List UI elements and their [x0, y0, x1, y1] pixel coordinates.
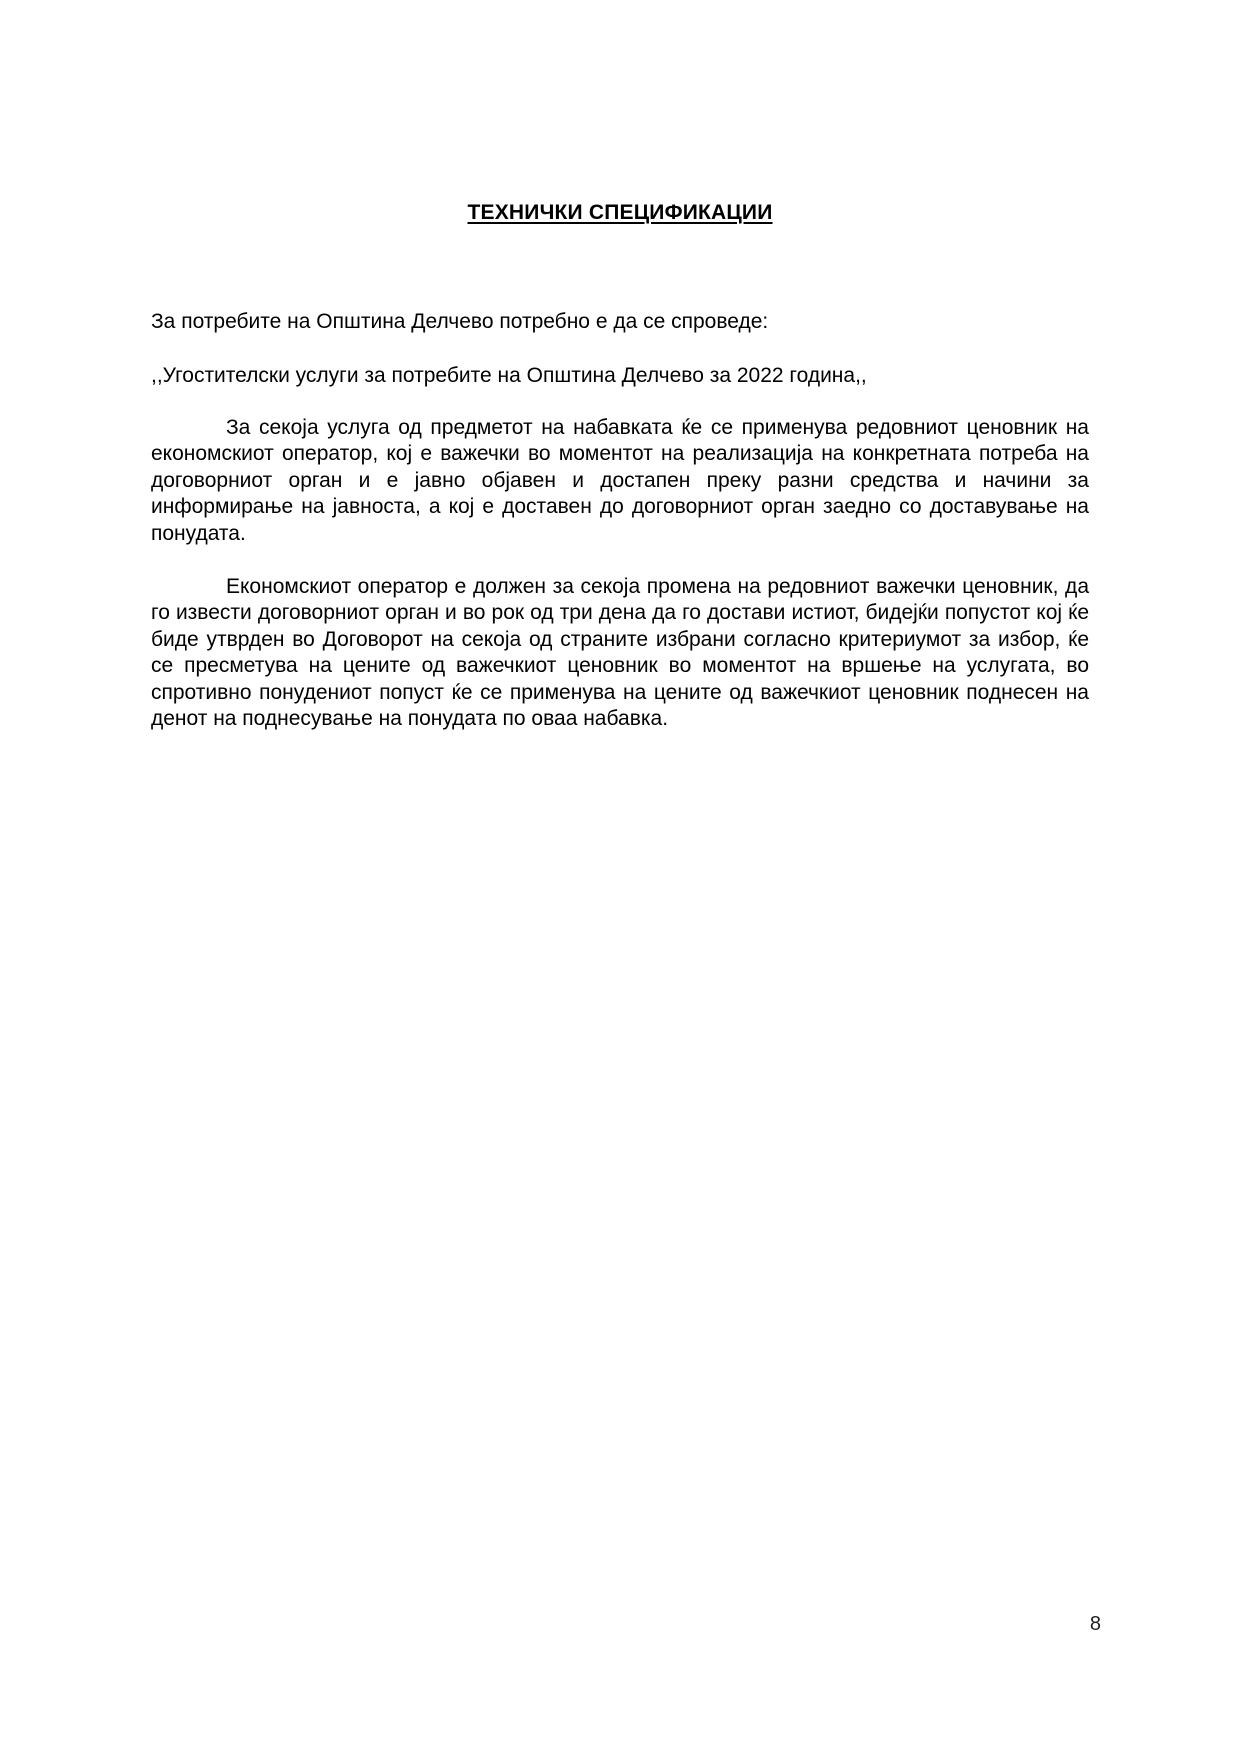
- body-paragraph-operator-obligation: Економскиот оператор е должен за секоја промена на редовниот важечки ценовник, да го извести договорниот орган и во рок од три дена да го достави истиот, бидејќи попустот кој ќе биде утврден во Договорот на секоја од страните избрани согласно критериумот за избор, ќе се пресметува на цените од важечкиот ценовник во моментот на вршење на услугата, во спротивно понудениот попуст ќе се применува на цените од важечкиот ценовник поднесен на денот на поднесување на понудата по оваа набавка.: [151, 575, 1089, 731]
- document-title: ТЕХНИЧКИ СПЕЦИФИКАЦИИ: [467, 201, 773, 224]
- service-title-quote: ,,Угостителски услуги за потребите на Општина Делчево за 2022 година,,: [151, 364, 867, 387]
- intro-paragraph: За потребите на Општина Делчево потребно е да се спроведе:: [151, 310, 769, 333]
- page-number: 8: [1089, 1613, 1101, 1635]
- body-paragraph-pricing: За секоја услуга од предметот на набавката ќе се применува редовниот ценовник на економскиот оператор, кој е важечки во моментот на реализација на конкретната потреба на договорниот орган и е јавно објавен и достапен преку разни средства и начини за информирање на јавноста, а кој е доставен до договорниот орган заедно со доставување на понудата.: [151, 416, 1089, 545]
